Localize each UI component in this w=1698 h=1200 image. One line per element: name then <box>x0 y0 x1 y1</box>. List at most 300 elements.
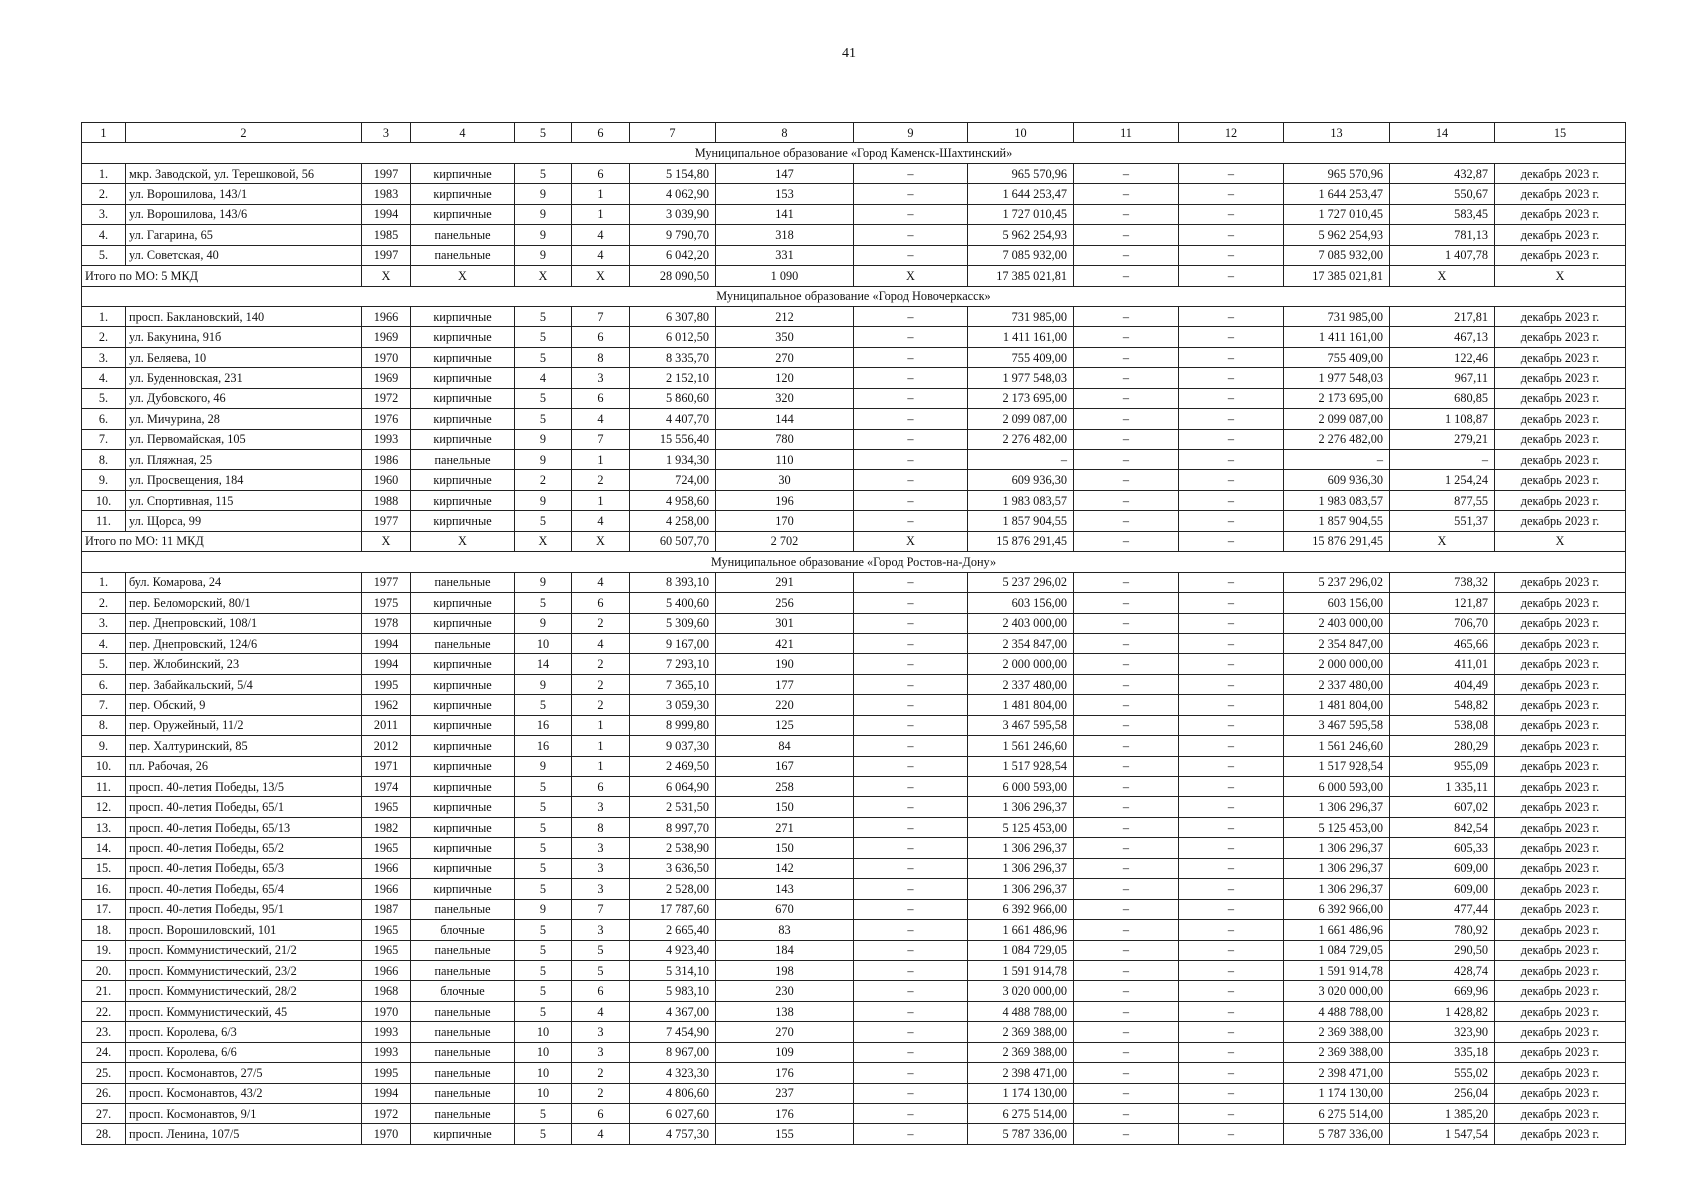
table-cell: 1978 <box>362 613 411 633</box>
table-cell: 5 <box>515 1001 572 1021</box>
table-cell: 1994 <box>362 654 411 674</box>
table-cell: – <box>854 572 968 592</box>
table-cell: – <box>854 490 968 510</box>
table-cell: 680,85 <box>1390 388 1495 408</box>
table-cell: – <box>1074 450 1179 470</box>
table-cell: 1 174 130,00 <box>968 1083 1074 1103</box>
table-cell: 5 787 336,00 <box>968 1124 1074 1144</box>
table-cell: 9 <box>515 674 572 694</box>
table-cell: мкр. Заводской, ул. Терешковой, 56 <box>126 163 362 183</box>
table-cell: ул. Щорса, 99 <box>126 511 362 531</box>
table-cell: 2. <box>82 593 126 613</box>
table-cell: 1 977 548,03 <box>1284 368 1390 388</box>
table-cell: – <box>1074 838 1179 858</box>
table-cell: 6 <box>572 388 630 408</box>
table-cell: декабрь 2023 г. <box>1495 1063 1626 1083</box>
table-cell: 8 967,00 <box>630 1042 716 1062</box>
table-cell: 6. <box>82 674 126 694</box>
table-cell: 142 <box>716 858 854 878</box>
table-cell: 5 <box>515 838 572 858</box>
table-cell: 9 <box>515 204 572 224</box>
table-cell: 477,44 <box>1390 899 1495 919</box>
table-cell: декабрь 2023 г. <box>1495 511 1626 531</box>
table-cell: 8 999,80 <box>630 715 716 735</box>
table-cell: 2 <box>572 1083 630 1103</box>
table-cell: – <box>1179 777 1284 797</box>
table-cell: 7 <box>572 899 630 919</box>
table-cell: 1966 <box>362 960 411 980</box>
table-cell: 1 385,20 <box>1390 1104 1495 1124</box>
table-cell: 4 757,30 <box>630 1124 716 1144</box>
table-cell: – <box>854 777 968 797</box>
table-cell: ул. Бакунина, 91б <box>126 327 362 347</box>
table-cell: кирпичные <box>411 306 515 326</box>
table-cell: 9 <box>515 225 572 245</box>
table-cell: 1965 <box>362 797 411 817</box>
table-cell: кирпичные <box>411 511 515 531</box>
table-cell: 1 084 729,05 <box>1284 940 1390 960</box>
table-cell: 6 000 593,00 <box>968 777 1074 797</box>
table-cell: 7 085 932,00 <box>968 245 1074 265</box>
table-cell: 6 <box>572 163 630 183</box>
table-cell: 1966 <box>362 306 411 326</box>
table-cell: 6 064,90 <box>630 777 716 797</box>
table-cell: 256,04 <box>1390 1083 1495 1103</box>
table-cell: декабрь 2023 г. <box>1495 184 1626 204</box>
table-cell: – <box>1074 409 1179 429</box>
table-cell: 6 042,20 <box>630 245 716 265</box>
table-cell: 10 <box>515 1042 572 1062</box>
table-cell: 1 983 083,57 <box>1284 490 1390 510</box>
table-cell: 19. <box>82 940 126 960</box>
table-cell: кирпичные <box>411 163 515 183</box>
table-cell: декабрь 2023 г. <box>1495 879 1626 899</box>
table-cell: декабрь 2023 г. <box>1495 797 1626 817</box>
table-cell: 1997 <box>362 163 411 183</box>
table-row <box>82 327 1626 347</box>
table-cell: 9 <box>515 572 572 592</box>
table-cell: 1974 <box>362 777 411 797</box>
table-cell: 7. <box>82 429 126 449</box>
table-cell: – <box>854 1042 968 1062</box>
table-row <box>82 306 1626 326</box>
table-cell: 4 958,60 <box>630 490 716 510</box>
table-cell: 138 <box>716 1001 854 1021</box>
table-cell: 4 258,00 <box>630 511 716 531</box>
table-cell: 1997 <box>362 245 411 265</box>
table-cell: 8 393,10 <box>630 572 716 592</box>
table-cell: 318 <box>716 225 854 245</box>
table-cell: – <box>854 633 968 653</box>
table-cell: 153 <box>716 184 854 204</box>
total-cell: X <box>515 266 572 286</box>
table-cell: – <box>1179 184 1284 204</box>
table-cell: 16. <box>82 879 126 899</box>
table-row <box>82 388 1626 408</box>
table-cell: 2 <box>572 674 630 694</box>
table-cell: 9 <box>515 184 572 204</box>
table-cell: 1965 <box>362 940 411 960</box>
table-cell: ул. Первомайская, 105 <box>126 429 362 449</box>
table-cell: пер. Днепровский, 108/1 <box>126 613 362 633</box>
table-cell: просп. Ворошиловский, 101 <box>126 920 362 940</box>
table-cell: 3 020 000,00 <box>968 981 1074 1001</box>
table-cell: 3. <box>82 204 126 224</box>
total-cell: X <box>854 266 968 286</box>
table-cell: просп. Коммунистический, 28/2 <box>126 981 362 1001</box>
table-cell: – <box>854 245 968 265</box>
table-cell: – <box>854 981 968 1001</box>
table-cell: просп. 40-летия Победы, 13/5 <box>126 777 362 797</box>
table-cell: – <box>1179 858 1284 878</box>
table-cell: 176 <box>716 1063 854 1083</box>
table-cell: 4 488 788,00 <box>1284 1001 1390 1021</box>
table-cell: кирпичные <box>411 368 515 388</box>
table-cell: пер. Беломорский, 80/1 <box>126 593 362 613</box>
table-cell: 706,70 <box>1390 613 1495 633</box>
table-cell: – <box>1179 368 1284 388</box>
table-cell: 4 <box>572 1124 630 1144</box>
table-cell: – <box>854 817 968 837</box>
table-cell: – <box>854 1083 968 1103</box>
table-cell: 5 125 453,00 <box>1284 817 1390 837</box>
table-cell: панельные <box>411 245 515 265</box>
table-cell: 5 <box>515 1124 572 1144</box>
table-cell: 5 125 453,00 <box>968 817 1074 837</box>
table-cell: – <box>1179 756 1284 776</box>
table-cell: 230 <box>716 981 854 1001</box>
table-cell: 5. <box>82 654 126 674</box>
table-cell: 4 <box>515 368 572 388</box>
total-cell: X <box>411 531 515 551</box>
table-cell: 9 167,00 <box>630 633 716 653</box>
table-cell: 1 934,30 <box>630 450 716 470</box>
table-row <box>82 593 1626 613</box>
table-cell: просп. Коммунистический, 45 <box>126 1001 362 1021</box>
table-cell: декабрь 2023 г. <box>1495 409 1626 429</box>
table-cell: – <box>1074 1042 1179 1062</box>
table-cell: 320 <box>716 388 854 408</box>
table-cell: 83 <box>716 920 854 940</box>
table-cell: – <box>854 388 968 408</box>
table-cell: – <box>1074 613 1179 633</box>
table-cell: 1 561 246,60 <box>968 736 1074 756</box>
column-number: 1 <box>82 123 126 143</box>
table-cell: ул. Мичурина, 28 <box>126 409 362 429</box>
table-cell: – <box>854 674 968 694</box>
page-number: 41 <box>842 46 856 61</box>
table-cell: – <box>1179 797 1284 817</box>
table-cell: – <box>1074 388 1179 408</box>
table-cell: 428,74 <box>1390 960 1495 980</box>
table-cell: ул. Просвещения, 184 <box>126 470 362 490</box>
table-cell: – <box>854 695 968 715</box>
total-cell: 17 385 021,81 <box>1284 266 1390 286</box>
table-cell: – <box>1179 409 1284 429</box>
table-cell: 2 099 087,00 <box>968 409 1074 429</box>
table-cell: панельные <box>411 940 515 960</box>
table-cell: – <box>854 940 968 960</box>
table-cell: 4 062,90 <box>630 184 716 204</box>
table-cell: 335,18 <box>1390 1042 1495 1062</box>
table-cell: декабрь 2023 г. <box>1495 490 1626 510</box>
total-cell: X <box>362 266 411 286</box>
table-cell: 3 <box>572 920 630 940</box>
table-row <box>82 450 1626 470</box>
table-cell: – <box>1074 593 1179 613</box>
table-cell: – <box>854 1124 968 1144</box>
table-cell: – <box>1074 817 1179 837</box>
table-cell: 1969 <box>362 368 411 388</box>
table-cell: 7 293,10 <box>630 654 716 674</box>
section-title: Муниципальное образование «Город Каменск-Шахтинский» <box>82 143 1626 163</box>
total-cell: – <box>1179 531 1284 551</box>
table-cell: 323,90 <box>1390 1022 1495 1042</box>
table-cell: – <box>854 1063 968 1083</box>
column-number: 4 <box>411 123 515 143</box>
table-cell: – <box>1179 306 1284 326</box>
table-cell: 1 <box>572 450 630 470</box>
table-cell: 271 <box>716 817 854 837</box>
column-number: 3 <box>362 123 411 143</box>
table-cell: 2 369 388,00 <box>1284 1042 1390 1062</box>
table-cell: 1976 <box>362 409 411 429</box>
table-cell: 15. <box>82 858 126 878</box>
table-cell: 5 962 254,93 <box>1284 225 1390 245</box>
table-cell: 13. <box>82 817 126 837</box>
table-cell: 2 <box>572 695 630 715</box>
table-cell: 1 306 296,37 <box>1284 838 1390 858</box>
table-cell: 1 <box>572 715 630 735</box>
table-cell: декабрь 2023 г. <box>1495 450 1626 470</box>
table-cell: блочные <box>411 981 515 1001</box>
table-row <box>82 470 1626 490</box>
table-cell: 212 <box>716 306 854 326</box>
total-cell: X <box>1495 266 1626 286</box>
table-cell: 2012 <box>362 736 411 756</box>
table-cell: 1 <box>572 736 630 756</box>
table-cell: 7. <box>82 695 126 715</box>
table-cell: панельные <box>411 1083 515 1103</box>
table-cell: 176 <box>716 1104 854 1124</box>
table-cell: 2 398 471,00 <box>1284 1063 1390 1083</box>
table-row <box>82 879 1626 899</box>
table-cell: декабрь 2023 г. <box>1495 225 1626 245</box>
table-cell: 150 <box>716 797 854 817</box>
table-cell: 24. <box>82 1042 126 1062</box>
table-cell: декабрь 2023 г. <box>1495 756 1626 776</box>
table-cell: 23. <box>82 1022 126 1042</box>
table-cell: 331 <box>716 245 854 265</box>
table-cell: 5 860,60 <box>630 388 716 408</box>
table-cell: 3 <box>572 1042 630 1062</box>
section-header-row <box>82 552 1626 572</box>
table-row <box>82 797 1626 817</box>
table-cell: 2 276 482,00 <box>968 429 1074 449</box>
total-cell: X <box>1390 531 1495 551</box>
table-cell: панельные <box>411 899 515 919</box>
table-cell: кирпичные <box>411 409 515 429</box>
table-cell: 1994 <box>362 1083 411 1103</box>
section-title: Муниципальное образование «Город Новочеркасск» <box>82 286 1626 306</box>
table-cell: декабрь 2023 г. <box>1495 306 1626 326</box>
table-cell: 2. <box>82 327 126 347</box>
table-row <box>82 613 1626 633</box>
table-cell: 2 337 480,00 <box>1284 674 1390 694</box>
table-cell: – <box>1074 1022 1179 1042</box>
table-cell: 3 <box>572 858 630 878</box>
table-cell: панельные <box>411 960 515 980</box>
table-cell: 6 000 593,00 <box>1284 777 1390 797</box>
table-cell: 670 <box>716 899 854 919</box>
table-cell: – <box>854 306 968 326</box>
table-cell: – <box>1074 184 1179 204</box>
table-cell: 1 335,11 <box>1390 777 1495 797</box>
table-cell: – <box>854 1001 968 1021</box>
table-cell: – <box>1074 306 1179 326</box>
table-cell: – <box>1074 981 1179 1001</box>
table-cell: декабрь 2023 г. <box>1495 593 1626 613</box>
table-cell: 5 <box>515 327 572 347</box>
table-cell: 551,37 <box>1390 511 1495 531</box>
table-cell: 4. <box>82 225 126 245</box>
table-cell: декабрь 2023 г. <box>1495 899 1626 919</box>
table-row <box>82 940 1626 960</box>
table-cell: 2 469,50 <box>630 756 716 776</box>
table-cell: 301 <box>716 613 854 633</box>
section-title: Муниципальное образование «Город Ростов-на-Дону» <box>82 552 1626 572</box>
table-cell: 5 <box>515 409 572 429</box>
table-cell: пер. Жлобинский, 23 <box>126 654 362 674</box>
total-cell: X <box>362 531 411 551</box>
column-number: 8 <box>716 123 854 143</box>
table-cell: – <box>1074 633 1179 653</box>
table-cell: 14 <box>515 654 572 674</box>
table-row <box>82 1083 1626 1103</box>
table-cell: 10. <box>82 756 126 776</box>
table-cell: – <box>1074 654 1179 674</box>
table-cell: 1969 <box>362 327 411 347</box>
table-cell: кирпичные <box>411 715 515 735</box>
table-cell: – <box>1179 593 1284 613</box>
table-cell: 2 403 000,00 <box>1284 613 1390 633</box>
table-cell: 6 <box>572 327 630 347</box>
table-cell: просп. Ленина, 107/5 <box>126 1124 362 1144</box>
column-number: 11 <box>1074 123 1179 143</box>
table-cell: – <box>854 470 968 490</box>
table-cell: 5. <box>82 245 126 265</box>
table-cell: ул. Ворошилова, 143/6 <box>126 204 362 224</box>
table-cell: декабрь 2023 г. <box>1495 347 1626 367</box>
table-cell: – <box>1179 981 1284 1001</box>
table-cell: – <box>1074 879 1179 899</box>
table-cell: 1 428,82 <box>1390 1001 1495 1021</box>
table-cell: 731 985,00 <box>1284 306 1390 326</box>
table-cell: – <box>1179 1083 1284 1103</box>
table-cell: 14. <box>82 838 126 858</box>
table-cell: кирпичные <box>411 756 515 776</box>
table-cell: 16 <box>515 736 572 756</box>
table-cell: 3 039,90 <box>630 204 716 224</box>
table-cell: 1 977 548,03 <box>968 368 1074 388</box>
table-cell: – <box>854 184 968 204</box>
table-cell: декабрь 2023 г. <box>1495 858 1626 878</box>
table-row <box>82 674 1626 694</box>
table-cell: 1993 <box>362 1042 411 1062</box>
table-cell: 170 <box>716 511 854 531</box>
table-cell: 6 <box>572 777 630 797</box>
table-cell: 1966 <box>362 879 411 899</box>
table-cell: декабрь 2023 г. <box>1495 736 1626 756</box>
table-cell: 3 467 595,58 <box>1284 715 1390 735</box>
table-cell: 1 411 161,00 <box>968 327 1074 347</box>
total-cell: 15 876 291,45 <box>968 531 1074 551</box>
column-number: 9 <box>854 123 968 143</box>
table-cell: – <box>1074 572 1179 592</box>
total-cell: X <box>1495 531 1626 551</box>
table-cell: – <box>1179 1124 1284 1144</box>
table-cell: 141 <box>716 204 854 224</box>
table-cell: кирпичные <box>411 817 515 837</box>
table-cell: декабрь 2023 г. <box>1495 204 1626 224</box>
table-cell: просп. Космонавтов, 9/1 <box>126 1104 362 1124</box>
table-cell: пер. Оружейный, 11/2 <box>126 715 362 735</box>
table-cell: – <box>1179 204 1284 224</box>
table-cell: – <box>1074 736 1179 756</box>
table-cell: 5 <box>515 940 572 960</box>
table-cell: кирпичные <box>411 838 515 858</box>
table-cell: – <box>1179 163 1284 183</box>
table-cell: 5 <box>515 858 572 878</box>
table-cell: 4 <box>572 511 630 531</box>
table-cell: 6 <box>572 1104 630 1124</box>
table-cell: 291 <box>716 572 854 592</box>
table-cell: – <box>1179 245 1284 265</box>
table-cell: 110 <box>716 450 854 470</box>
table-cell: декабрь 2023 г. <box>1495 245 1626 265</box>
table-cell: панельные <box>411 572 515 592</box>
table-cell: 1 306 296,37 <box>968 879 1074 899</box>
table-cell: – <box>854 797 968 817</box>
table-cell: декабрь 2023 г. <box>1495 1001 1626 1021</box>
table-cell: 5 <box>515 388 572 408</box>
table-cell: блочные <box>411 920 515 940</box>
table-cell: пер. Обский, 9 <box>126 695 362 715</box>
table-cell: 5 237 296,02 <box>1284 572 1390 592</box>
table-cell: кирпичные <box>411 777 515 797</box>
table-cell: – <box>1179 613 1284 633</box>
total-label: Итого по МО: 5 МКД <box>82 266 362 286</box>
table-cell: 21. <box>82 981 126 1001</box>
table-cell: декабрь 2023 г. <box>1495 572 1626 592</box>
table-cell: – <box>1074 899 1179 919</box>
table-row <box>82 633 1626 653</box>
table-cell: 350 <box>716 327 854 347</box>
table-cell: 270 <box>716 347 854 367</box>
table-cell: 1 306 296,37 <box>1284 797 1390 817</box>
total-cell: X <box>411 266 515 286</box>
table-cell: 30 <box>716 470 854 490</box>
table-cell: – <box>854 920 968 940</box>
table-cell: – <box>854 858 968 878</box>
table-cell: 3 059,30 <box>630 695 716 715</box>
table-cell: 1995 <box>362 1063 411 1083</box>
table-cell: 5 <box>515 306 572 326</box>
table-cell: – <box>1179 572 1284 592</box>
table-cell: 755 409,00 <box>968 347 1074 367</box>
table-cell: кирпичные <box>411 184 515 204</box>
total-cell: 2 702 <box>716 531 854 551</box>
